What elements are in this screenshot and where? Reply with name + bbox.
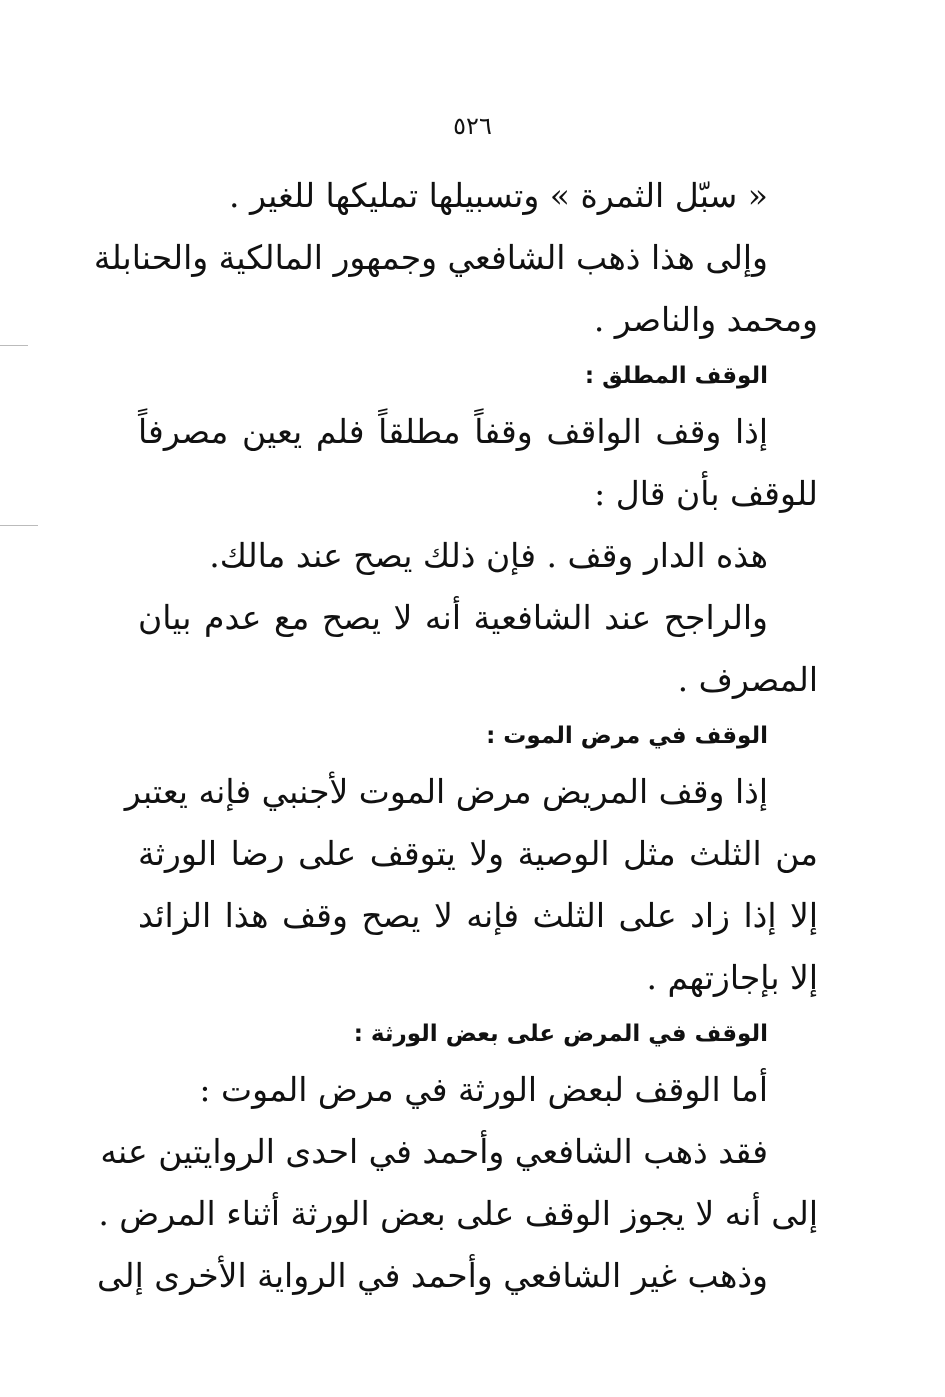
text-line: وإلى هذا ذهب الشافعي وجمهور المالكية والحنابلة bbox=[93, 238, 768, 277]
text-line: إذا وقف المريض مرض الموت لأجنبي فإنه يعتبر bbox=[124, 772, 768, 811]
text-line: أما الوقف لبعض الورثة في مرض الموت : bbox=[199, 1070, 768, 1109]
text-line: المصرف . bbox=[677, 660, 818, 699]
section-heading: الوقف المطلق : bbox=[584, 363, 768, 389]
text-line: من الثلث مثل الوصية ولا يتوقف على رضا الورثة bbox=[138, 834, 818, 873]
text-line: والراجح عند الشافعية أنه لا يصح مع عدم بيان bbox=[138, 598, 768, 637]
text-line: إذا وقف الواقف وقفاً مطلقاً فلم يعين مصرفاً bbox=[138, 412, 768, 451]
page-number: ٥٢٦ bbox=[453, 112, 492, 140]
text-line: فقد ذهب الشافعي وأحمد في احدى الروايتين عنه bbox=[100, 1132, 768, 1171]
section-heading: الوقف في المرض على بعض الورثة : bbox=[353, 1021, 768, 1047]
text-line: ومحمد والناصر . bbox=[593, 300, 818, 339]
text-line: إلا إذا زاد على الثلث فإنه لا يصح وقف هذا الزائد bbox=[138, 896, 818, 935]
text-line: للوقف بأن قال : bbox=[594, 474, 818, 513]
text-line: إلا بإجازتهم . bbox=[646, 958, 818, 997]
page-body bbox=[93, 165, 818, 1307]
text-line: إلى أنه لا يجوز الوقف على بعض الورثة أثناء المرض . bbox=[98, 1194, 818, 1233]
text-line: وذهب غير الشافعي وأحمد في الرواية الأخرى إلى bbox=[97, 1256, 768, 1295]
scan-margin-mark bbox=[0, 525, 38, 526]
scan-margin-mark bbox=[0, 345, 28, 346]
text-line: هذه الدار وقف . فإن ذلك يصح عند مالك. bbox=[209, 536, 768, 575]
section-heading: الوقف في مرض الموت : bbox=[486, 723, 768, 749]
text-line: « سبّل الثمرة » وتسبيلها تمليكها للغير . bbox=[228, 176, 768, 215]
